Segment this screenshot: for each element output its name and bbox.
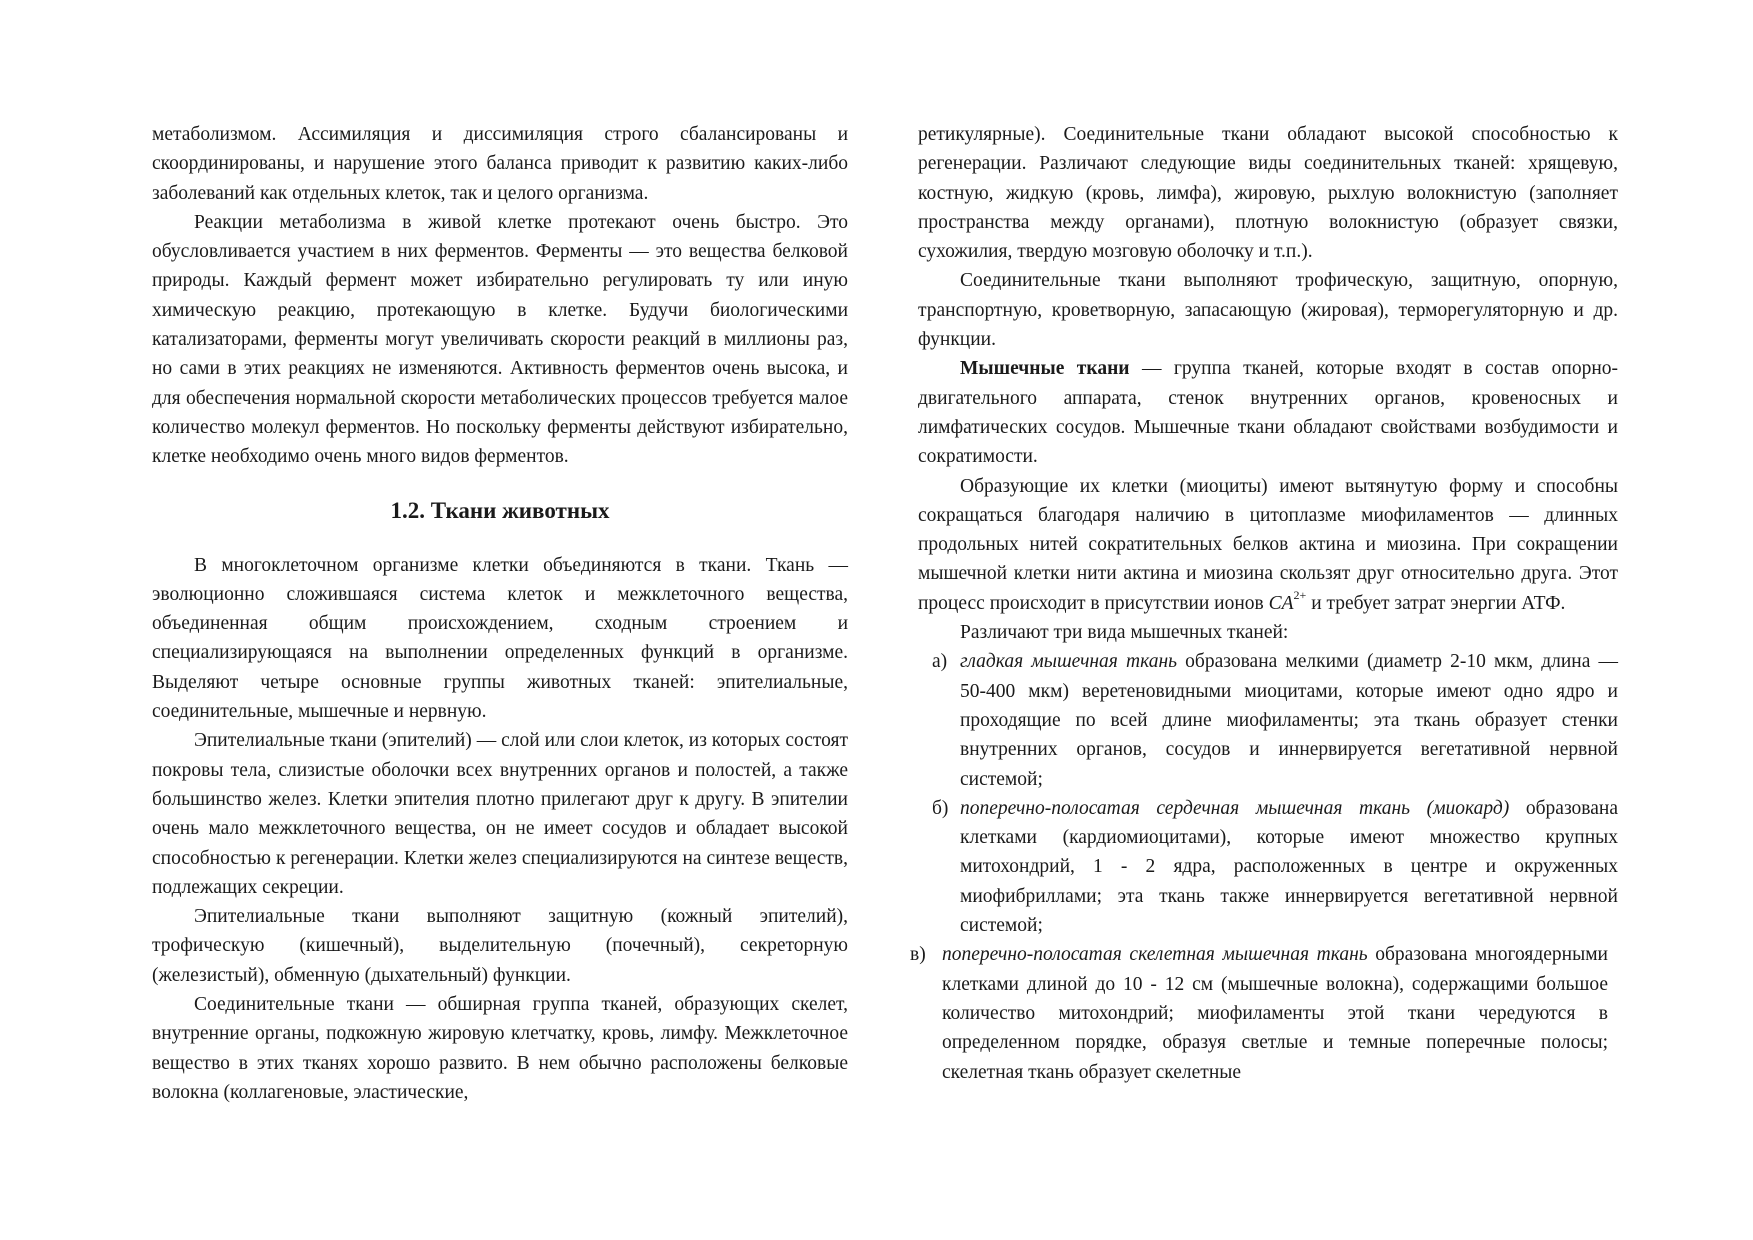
left-column	[152, 120, 848, 1107]
list-item-body	[960, 794, 1618, 940]
list-item	[918, 647, 1618, 793]
paragraph: Эпителиальные ткани выполняют защитную (кожный эпителий), трофическую (кишечный), выделительную (почечный), секреторную (железистый), обменную (дыхательный) функции.	[152, 906, 848, 986]
paragraph	[918, 354, 1618, 471]
term-italic: поперечно-полосатая сердечная мышечная ткань (миокард)	[960, 797, 1510, 819]
list-marker: в)	[910, 944, 926, 966]
paragraph-text: Образующие их клетки (миоциты) имеют вытянутую форму и способны сокращаться благодаря наличию в цитоплазме миофиламентов — длинных продольных нитей сократительных белков актина и миозина. При сокращении мышечной клетки нити актина и миозина скользят друг относительно друга. Этот процесс происходит в присутствии ионов	[918, 475, 1618, 614]
list-item-body	[942, 940, 1608, 1086]
paragraph	[918, 472, 1618, 618]
paragraph-text: — группа тканей, которые входят в состав опорно-двигательного аппарата, стенок внутренних органов, кровеносных и лимфатических сосудов. Мышечные ткани обладают свойствами возбудимости и сократимости.	[918, 358, 1618, 468]
section-heading: 1.2. Ткани животных	[390, 497, 610, 523]
paragraph: Эпителиальные ткани (эпителий) — слой или слои клеток, из которых состоят покровы тела, слизистые оболочки всех внутренних органов и полостей, а также большинство желез. Клетки эпителия плотно прилегают друг к другу. В эпителии очень мало межклеточного вещества, он не имеет сосудов и обладает высокой способностью к регенерации. Клетки желез специализируются на синтезе веществ, подлежащих секреции.	[152, 730, 848, 898]
paragraph: Соединительные ткани — обширная группа тканей, образующих скелет, внутренние органы, подкожную жировую клетчатку, кровь, лимфу. Межклеточное вещество в этих тканях хорошо развито. В нем обычно расположены белковые волокна (коллагеновые, эластические,	[152, 994, 848, 1103]
ion-charge: 2+	[1293, 588, 1307, 603]
paragraph: В многоклеточном организме клетки объединяются в ткани. Ткань — эволюционно сложившаяся система клеток и межклеточного вещества, объединенная общим происхождением, сходным строением и специализирующаяся на выполнении определенных функций в организме. Выделяют четыре основные группы животных тканей: эпителиальные, соединительные, мышечные и нервную.	[152, 554, 848, 723]
term-bold: Мышечные ткани	[960, 358, 1130, 380]
paragraph-text: и требует затрат энергии АТФ.	[1306, 592, 1566, 614]
ion-formula: CA	[1268, 592, 1294, 614]
paragraph: метаболизмом. Ассимиляция и диссимиляция строго сбалансированы и скоординированы, и нарушение этого баланса приводит к развитию каких-либо заболеваний как отдельных клеток, так и целого организма.	[152, 124, 848, 204]
list-item-body	[960, 647, 1618, 793]
paragraph: Реакции метаболизма в живой клетке протекают очень быстро. Это обусловливается участием в них ферментов. Ферменты — это вещества белковой природы. Каждый фермент может избирательно регулировать ту или иную химическую реакцию, протекающую в клетке. Будучи биологическими катализаторами, ферменты могут увеличивать скорости реакций в миллионы раз, но сами в этих реакциях не изменяются. Активность ферментов очень высока, и для обеспечения нормальной скорости метаболических процессов требуется малое количество молекул ферментов. Но поскольку ферменты действуют избирательно, клетке необходимо очень много видов ферментов.	[152, 211, 848, 468]
list-marker: а)	[932, 651, 948, 673]
paragraph: ретикулярные). Соединительные ткани обладают высокой способностью к регенерации. Различают следующие виды соединительных тканей: хрящевую, костную, жидкую (кровь, лимфа), жировую, рыхлую волокнистую (заполняет пространства между органами), плотную волокнистую (образует связки, сухожилия, твердую мозговую оболочку и т.п.).	[918, 124, 1618, 263]
term-italic: поперечно-полосатая скелетная мышечная ткань	[942, 944, 1368, 966]
list-marker: б)	[932, 797, 949, 819]
term-italic: гладкая мышечная ткань	[960, 651, 1178, 673]
list-item-text: образована клетками (кардиомиоцитами), которые имеют множество крупных митохондрий, 1 - 2 ядра, расположенных в центре и окруженных миофибриллами; эта ткань также иннервируется вегетативной нервной системой;	[960, 797, 1618, 937]
paragraph: Различают три вида мышечных тканей:	[960, 622, 1289, 644]
list-item	[910, 940, 1608, 1086]
list-item	[918, 794, 1618, 940]
list-item-text: образована многоядерными клетками длиной до 10 - 12 см (мышечные волокна), содержащими большое количество митохондрий; миофиламенты этой ткани чередуются в определенном порядке, образуя светлые и темные поперечные полосы; скелетная ткань образует скелетные	[942, 944, 1608, 1083]
paragraph: Соединительные ткани выполняют трофическую, защитную, опорную, транспортную, кроветворную, запасающую (жировая), терморегуляторную и др. функции.	[918, 270, 1618, 351]
list-item-text: образована мелкими (диаметр 2-10 мкм, длина — 50-400 мкм) веретеновидными миоцитами, которые имеют одно ядро и проходящие по всей длине миофиламенты; эта ткань образует стенки внутренних органов, сосудов и иннервируется вегетативной нервной системой;	[960, 651, 1619, 790]
right-column	[910, 120, 1619, 1087]
